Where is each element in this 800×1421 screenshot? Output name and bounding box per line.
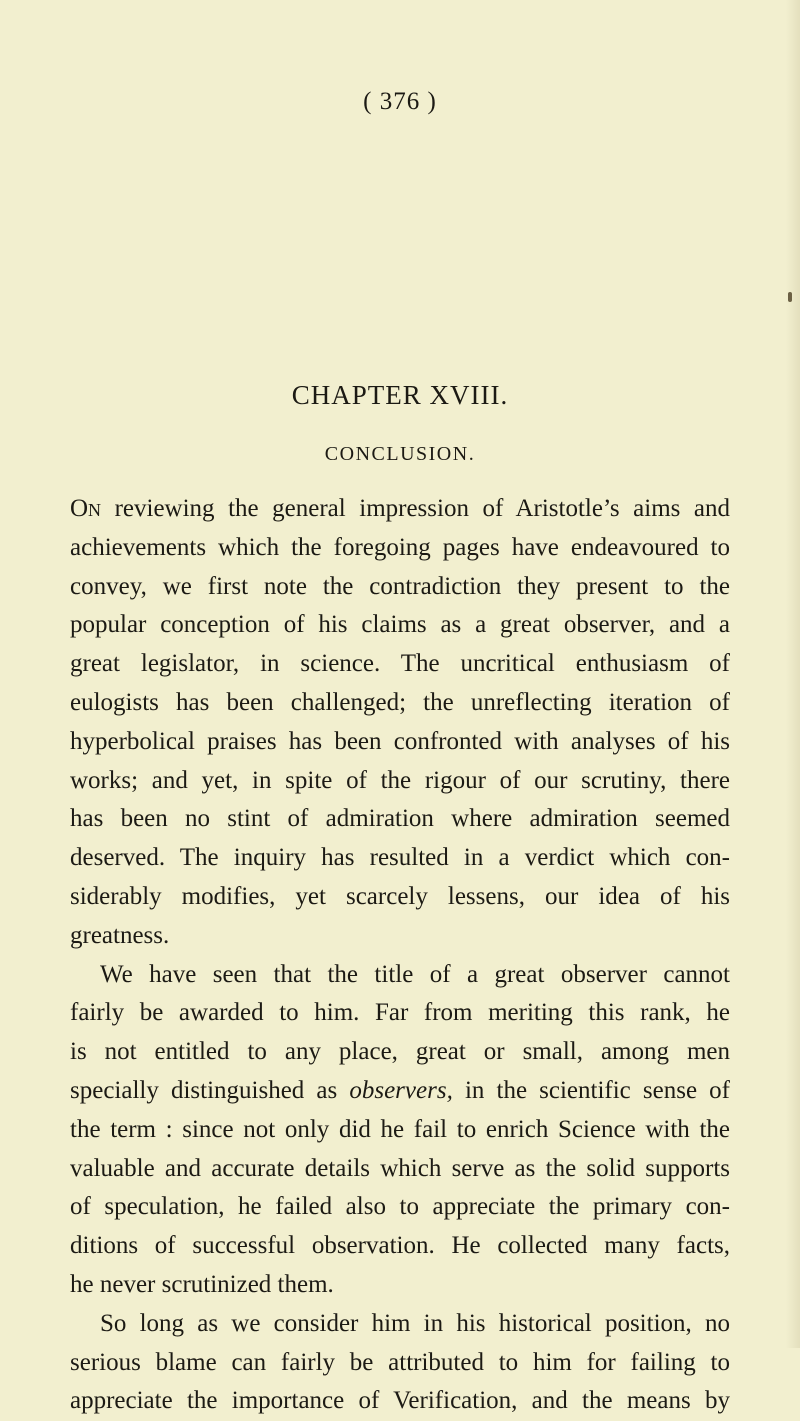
text-line: has been no stint of admiration where admiration seemed <box>70 805 730 833</box>
text-line: he never scrutinized them. <box>70 1270 334 1298</box>
text-line: valuable and accurate details which serve as the solid supports <box>70 1154 730 1182</box>
chapter-title: CHAPTER XVIII. <box>291 380 509 410</box>
text-line: So long as we consider him in his historical position, no <box>100 1309 730 1337</box>
line-text: in the scientific sense of <box>452 1076 730 1104</box>
text-line <box>70 1072 730 1111</box>
text-line: deserved. The inquiry has resulted in a verdict which con- <box>70 844 730 872</box>
text-line: eulogists has been challenged; the unreflecting iteration of <box>70 688 730 716</box>
text-line: the term : since not only did he fail to enrich Science with the <box>70 1115 730 1143</box>
text-line: greatness. <box>70 921 170 949</box>
line-text: specially distinguished as <box>70 1076 350 1104</box>
text-line: appreciate the importance of Verification, and the means by <box>70 1387 730 1415</box>
page-edge-shadow <box>786 0 800 1348</box>
section-title: CONCLUSION. <box>324 443 476 465</box>
text-line <box>70 490 730 529</box>
body-text <box>70 490 730 1421</box>
text-line: is not entitled to any place, great or small, among men <box>70 1038 730 1066</box>
text-line: siderably modifies, yet scarcely lessens, our idea of his <box>70 882 730 910</box>
text-line: great legislator, in science. The uncritical enthusiasm of <box>70 650 730 678</box>
text-line: popular conception of his claims as a great observer, and a <box>70 611 730 639</box>
text-line: serious blame can fairly be attributed to him for failing to <box>70 1348 730 1376</box>
italic-word: observers, <box>349 1076 453 1104</box>
drop-word: On <box>70 495 102 522</box>
text-line: hyperbolical praises has been confronted with analyses of his <box>70 727 730 755</box>
text-line: works; and yet, in spite of the rigour of our scrutiny, there <box>70 766 730 794</box>
line-text: reviewing the general impression of Aristotle’s aims and <box>101 495 730 522</box>
text-line: We have seen that the title of a great observer cannot <box>100 960 730 988</box>
text-line: convey, we first note the contradiction they present to the <box>70 572 730 600</box>
text-line: ditions of successful observation. He collected many facts, <box>70 1232 730 1260</box>
page-number: ( 376 ) <box>363 88 437 115</box>
text-line: of speculation, he failed also to appreciate the primary con- <box>70 1193 730 1221</box>
text-line: achievements which the foregoing pages have endeavoured to <box>70 533 730 561</box>
text-line: fairly be awarded to him. Far from meriting this rank, he <box>70 999 730 1027</box>
